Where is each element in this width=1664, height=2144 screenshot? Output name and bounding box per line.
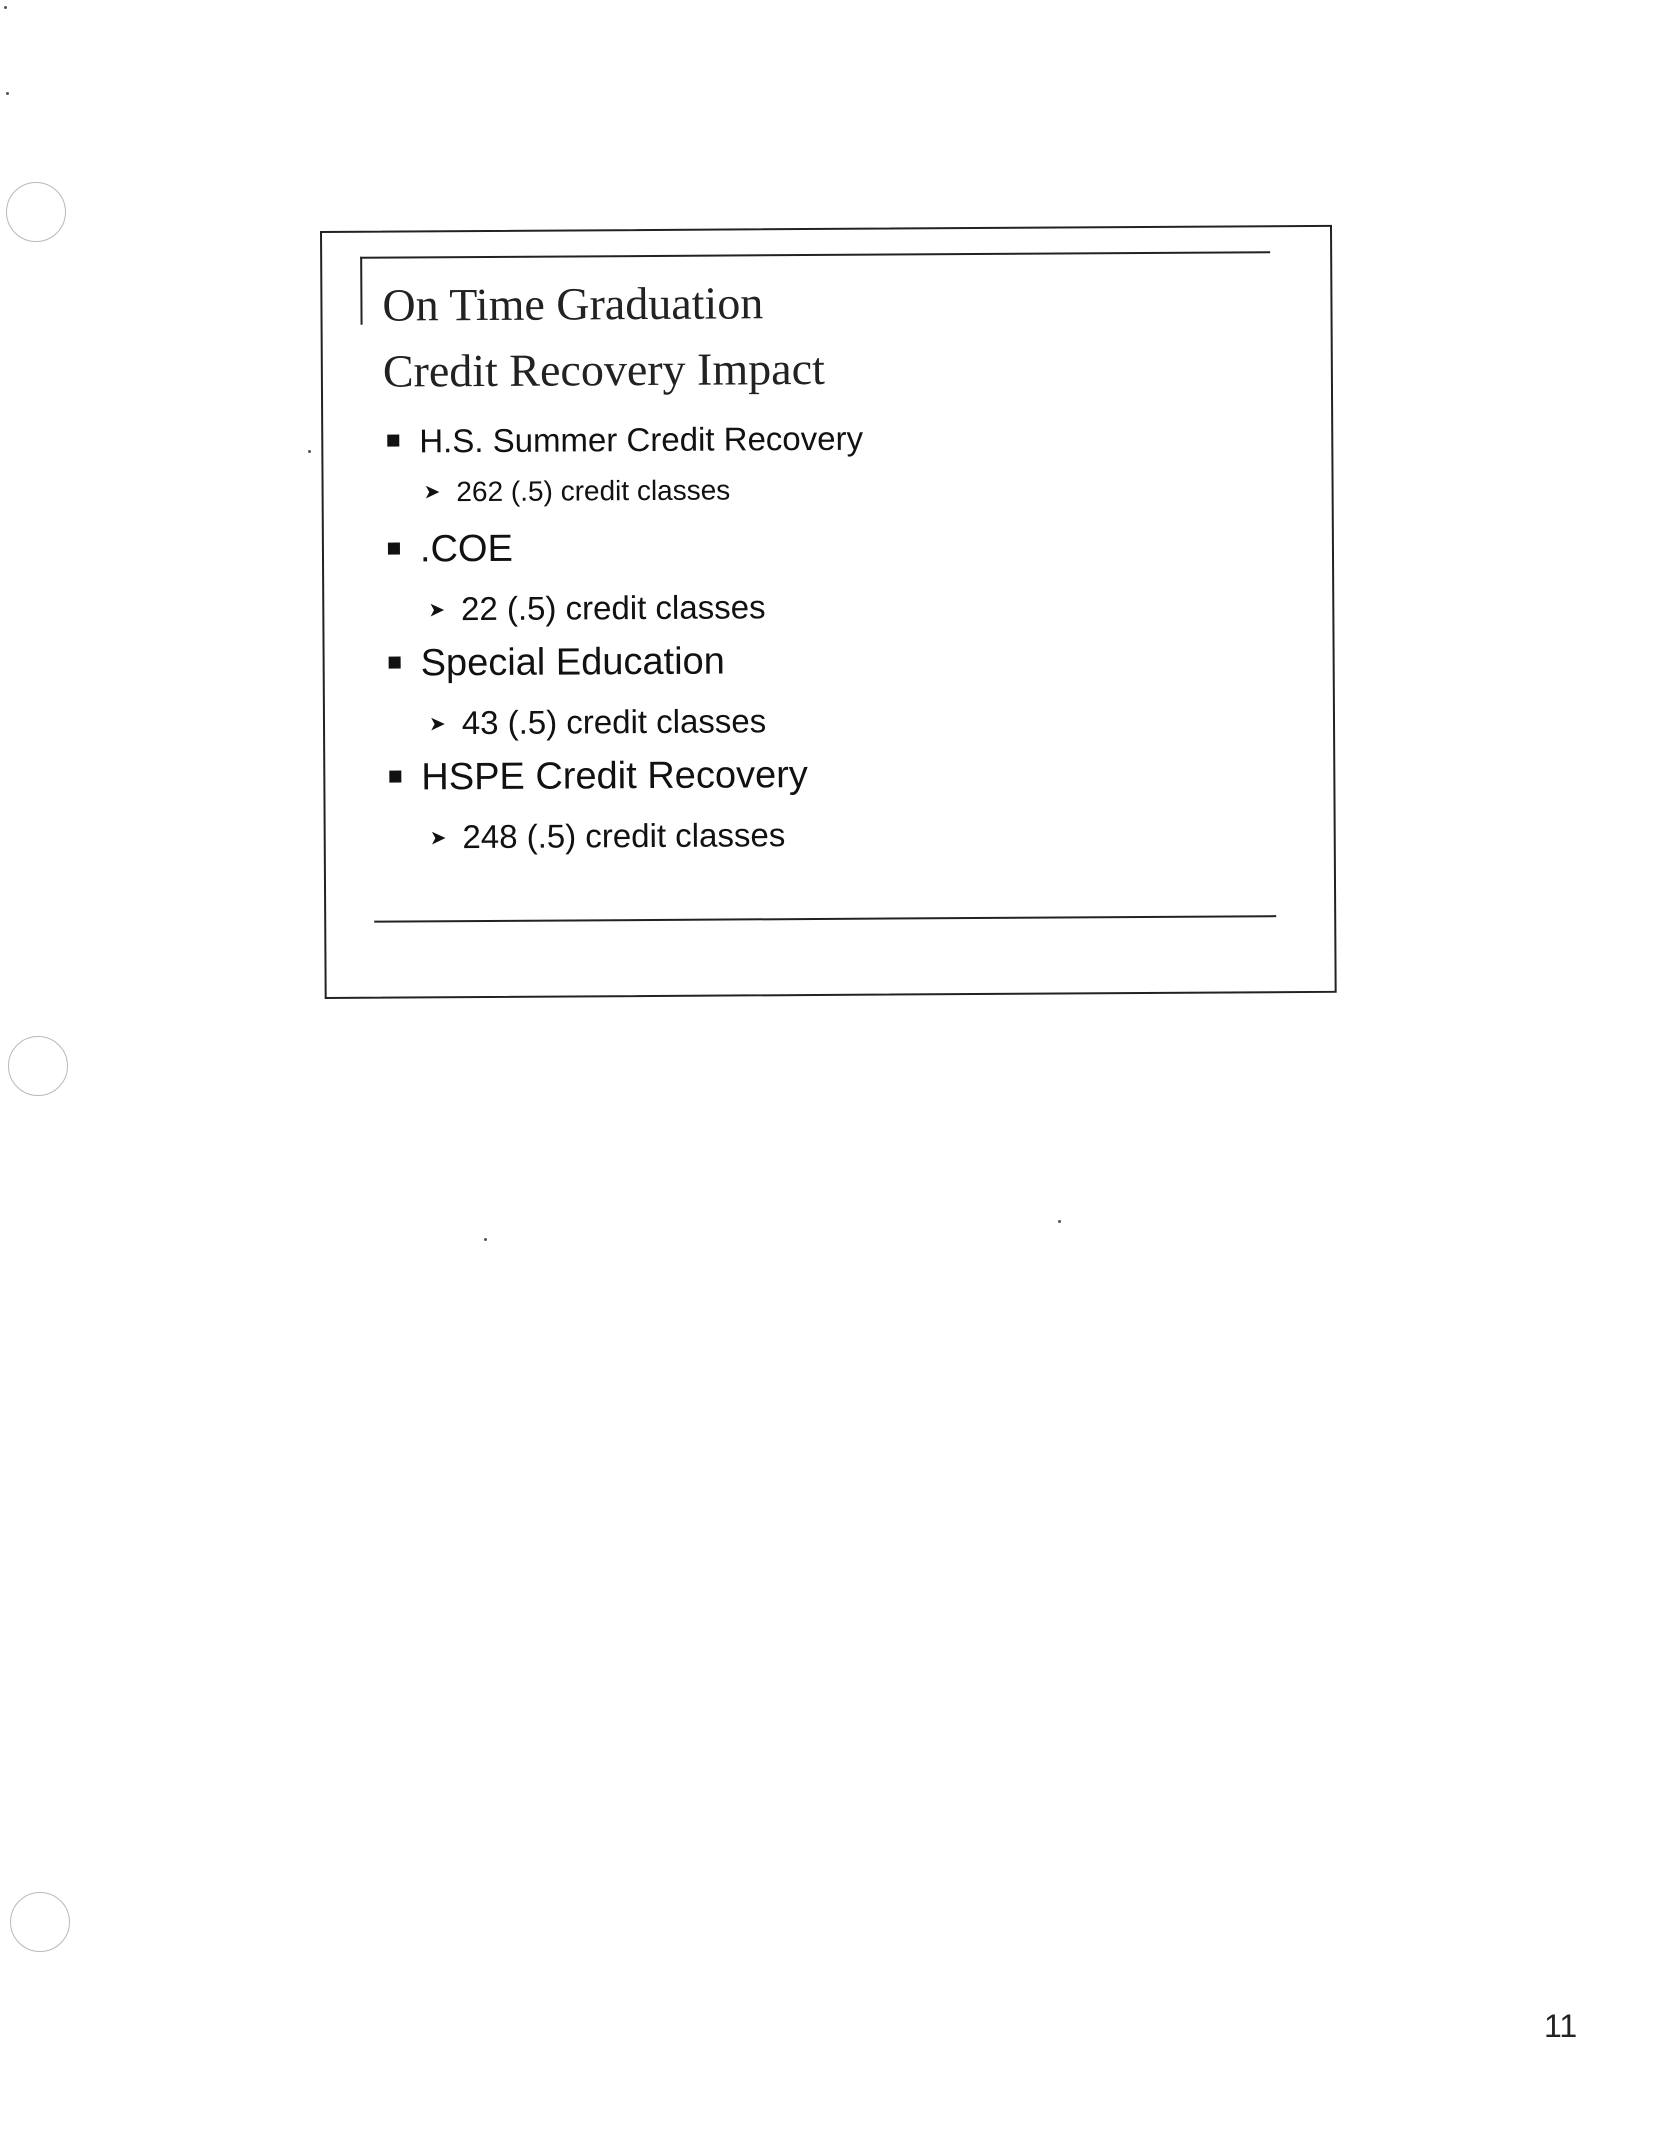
sub-item-special-education [429,702,766,742]
arrowhead-bullet-icon: ➤ [428,713,446,736]
slide-title-line-2: Credit Recovery Impact [382,342,825,397]
sub-item-hspe [430,816,786,856]
square-bullet-icon [388,542,400,554]
punch-hole-middle [8,1036,68,1096]
square-bullet-icon [387,435,399,447]
bullet-item-hspe [389,754,808,800]
bullet-item-label: .COE [419,527,513,571]
sub-item-label: 22 (.5) credit classes [460,588,766,628]
punch-hole-bottom [10,1892,70,1952]
square-bullet-icon [389,770,401,782]
slide-title-line-1: On Time Graduation [382,277,764,331]
scan-speck [6,92,9,95]
sub-item-coe [428,588,765,628]
scan-speck [4,6,7,9]
sub-item-label: 43 (.5) credit classes [461,702,767,742]
bullet-item-coe [388,528,513,572]
punch-hole-top [6,182,66,242]
slide-bottom-rule [374,915,1276,923]
bullet-item-label: H.S. Summer Credit Recovery [419,419,864,460]
sub-item-summer [424,474,731,508]
square-bullet-icon [389,656,401,668]
bullet-item-label: Special Education [420,640,725,685]
page-number: 11 [1544,2008,1578,2044]
scan-speck [484,1238,487,1241]
bullet-item-label: HSPE Credit Recovery [421,754,808,799]
scan-speck [1058,1220,1061,1223]
sub-item-label: 248 (.5) credit classes [462,816,786,856]
title-rule-top [360,251,1270,259]
arrowhead-bullet-icon: ➤ [429,827,447,850]
bullet-item-summer [387,420,863,461]
scan-speck [308,450,311,453]
title-rule-left [360,257,362,325]
arrowhead-bullet-icon: ➤ [423,481,441,504]
sub-item-label: 262 (.5) credit classes [456,474,731,508]
arrowhead-bullet-icon: ➤ [428,599,446,622]
bullet-item-special-education [389,641,725,686]
presentation-slide [320,225,1337,999]
